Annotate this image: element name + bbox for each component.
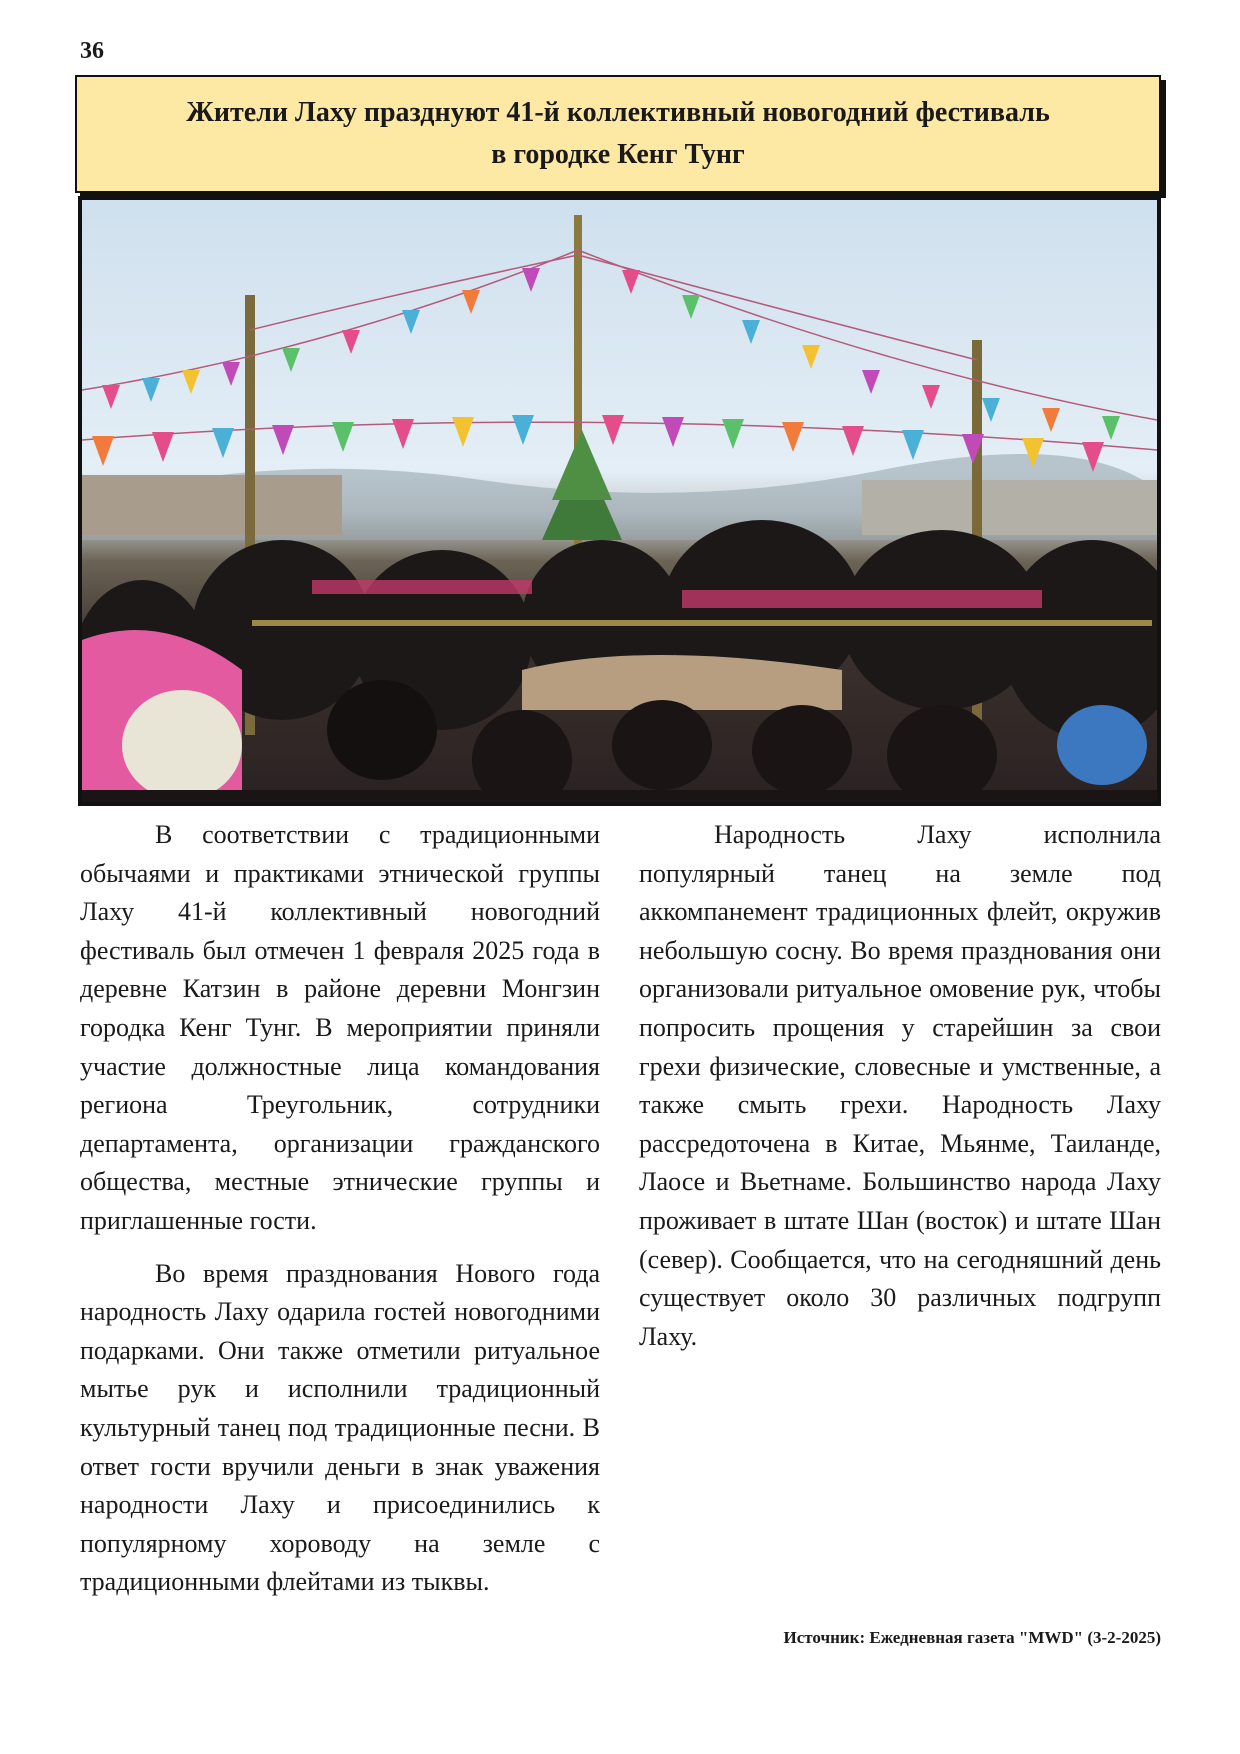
article-title-box <box>75 75 1161 193</box>
article-column-left <box>80 816 600 1616</box>
paragraph-left-2: Во время празднования Нового года народность Лаху одарила гостей новогодними подарками. Они также отметили ритуальное мытье рук и исполнили традиционный культурный танец под традиционные песни. В ответ гости вручили деньги в знак уважения народности Лаху и присоединились к популярному хороводу на земле с традиционными флейтами из тыквы. <box>80 1258 600 1597</box>
page-number: 36 <box>80 38 104 64</box>
article-column-right <box>639 816 1161 1370</box>
paragraph-left-1: В соответствии с традиционными обычаями и практиками этнической группы Лаху 41-й коллективный новогодний фестиваль был отмечен 1 февраля 2025 года в деревне Катзин в районе деревни Монгзин городка Кенг Тунг. В мероприятии приняли участие должностные лица командования региона Треугольник, сотрудники департамента, организации гражданского общества, местные этнические группы и приглашенные гости. <box>80 820 600 1235</box>
festival-crowd-photo-icon <box>82 200 1157 802</box>
source-credit: Источник: Ежедневная газета "MWD" (3-2-2025) <box>783 1628 1161 1647</box>
article-title-line-1: Жители Лаху празднуют 41-й коллективный новогодний фестиваль <box>186 97 1050 128</box>
paragraph-right-1: Народность Лаху исполнила популярный танец на земле под аккомпанемент традиционных флейт, окружив небольшую сосну. Во время празднования они организовали ритуальное омовение рук, чтобы попросить прощения у старейшин за свои грехи физические, словесные и умственные, а также смыть грехи. Народность Лаху рассредоточена в Китае, Мьянме, Таиланде, Лаосе и Вьетнаме. Большинство народа Лаху проживает в штате Шан (восток) и штате Шан (север). Сообщается, что на сегодняшний день существует около 30 различных подгрупп Лаху. <box>639 820 1161 1351</box>
festival-photo <box>78 196 1161 806</box>
article-title-line-2: в городке Кенг Тунг <box>491 139 745 170</box>
